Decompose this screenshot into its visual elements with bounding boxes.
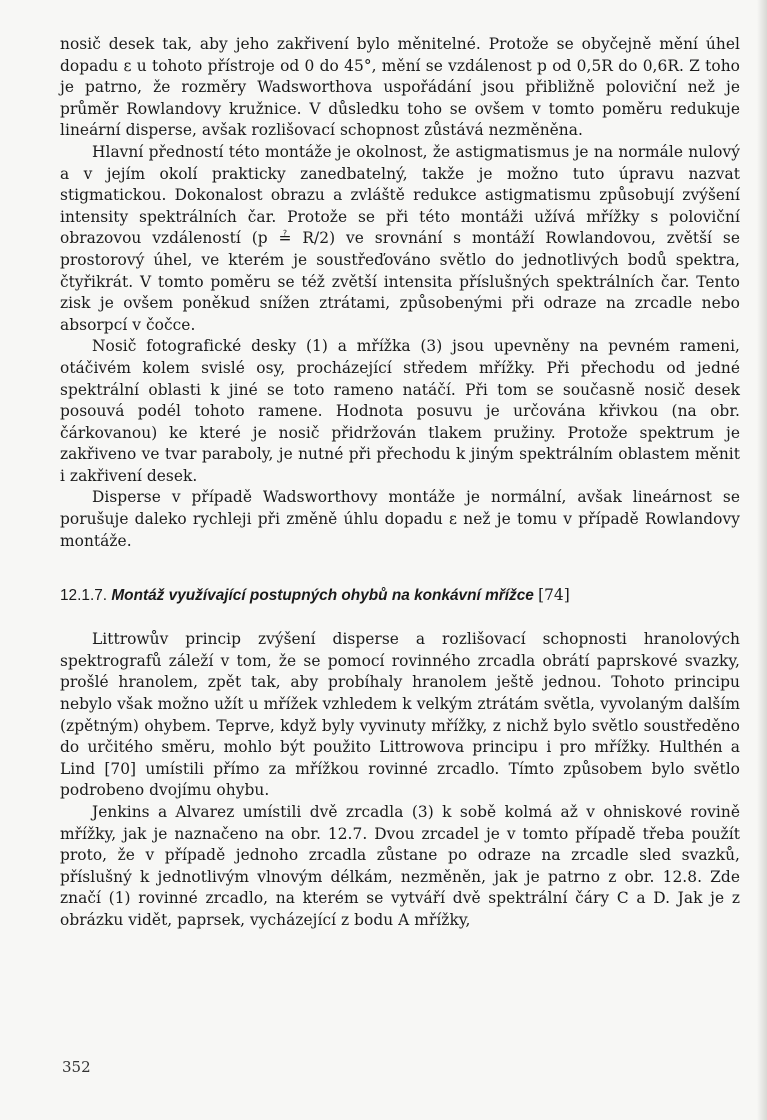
- paragraph-jenkins-alvarez: Jenkins a Alvarez umístili dvě zrcadla (3) k sobě kolmá až v ohniskové rovině mřížky, jak je naznačeno na obr. 12.7. Dvou zrcadel je v tomto případě třeba použít proto, že v případě jednoho zrcadla zůstane po odraze na zrcadle sled svazků, příslušný k jednotlivým vlnovým délkám, nezměněn, jak je patrno z obr. 12.8. Zde značí (1) rovinné zrcadlo, na kterém se vytváří dvě spektrální čáry C a D. Jak je z obrázku vidět, paprsek, vycházející z bodu A mřížky,: [60, 803, 740, 929]
- paragraph-main-advantage: Hlavní předností této montáže je okolnost, že astigmatismus je na normále nulový a v jejím okolí prakticky zanedbatelný, takže je možno tuto úpravu nazvat stigmatickou. Dokonalost obrazu a zvláště redukce astigmatismu způsobují zvýšení intensity spektrálních čar. Protože se při této montáži užívá mřížky s poloviční obrazovou vzdáleností (p ≟ R/2) ve srovnání s montáží Rowlandovou, zvětší se prostorový úhel, ve kterém je soustřeďováno světlo do jednotlivých bodů spektra, čtyřikrát. V tomto poměru se též zvětší intensita příslušných spektrálních čar. Tento zisk je ovšem poněkud snížen ztrátami, způsobenými při odraze na zrcadle nebo absorpcí v čočce.: [60, 142, 740, 334]
- page-number: 352: [62, 1058, 91, 1076]
- section-reference: [74]: [538, 586, 570, 605]
- paragraph-plate-holder: Nosič fotografické desky (1) a mřížka (3) jsou upevněny na pevném rameni, otáčivém kolem svislé osy, procházející středem mřížky. Při přechodu od jedné spektrální oblasti k jiné se toto rameno natáčí. Při tom se současně nosič desek posouvá podél tohoto ramene. Hodnota posuvu je určována křivkou (na obr. čárkovanou) ke které je nosič přidržován tlakem pružiny. Protože spektrum je zakřiveno ve tvar paraboly, je nutné při přechodu k jiným spektrálním oblastem měnit i zakřivení desek.: [60, 337, 740, 485]
- section-heading: [60, 584, 740, 607]
- paragraph-dispersion: Disperse v případě Wadsworthovy montáže je normální, avšak lineárnost se porušuje daleko rychleji při změně úhlu dopadu ε než je tomu v případě Rowlandovy montáže.: [60, 488, 740, 550]
- section-title: Montáž využívající postupných ohybů na konkávní mřížce: [111, 587, 534, 605]
- paragraph-littrow: Littrowův princip zvýšení disperse a rozlišovací schopnosti hranolových spektrografů záleží v tom, že se pomocí rovinného zrcadla obrátí paprskové svazky, prošlé hranolem, zpět tak, aby probíhaly hranolem ještě jednou. Tohoto principu nebylo však možno užít u mřížek vzhledem k velkým ztrátám světla, vyvolaným dalším (zpětným) ohybem. Teprve, když byly vyvinuty mřížky, z nichž bylo světlo soustředěno do určitého směru, mohlo být použito Littrowova principu i pro mřížky. Hulthén a Lind [70] umístili přímo za mřížkou rovinné zrcadlo. Tímto způsobem bylo světlo podrobeno dvojímu ohybu.: [60, 630, 740, 800]
- paragraph-continuation: nosič desek tak, aby jeho zakřivení bylo měnitelné. Protože se obyčejně mění úhel dopadu ε u tohoto přístroje od 0 do 45°, mění se vzdálenost p od 0,5R do 0,6R. Z toho je patrno, že rozměry Wadsworthova uspořádání jsou přibližně poloviční než je průměr Rowlandovy kružnice. V důsledku toho se ovšem v tomto poměru redukuje lineární disperse, avšak rozlišovací schopnost zůstává nezměněna.: [60, 35, 740, 140]
- section-number: 12.1.7.: [60, 587, 108, 605]
- page-body: [60, 34, 740, 932]
- page-edge-shadow: [757, 0, 767, 1120]
